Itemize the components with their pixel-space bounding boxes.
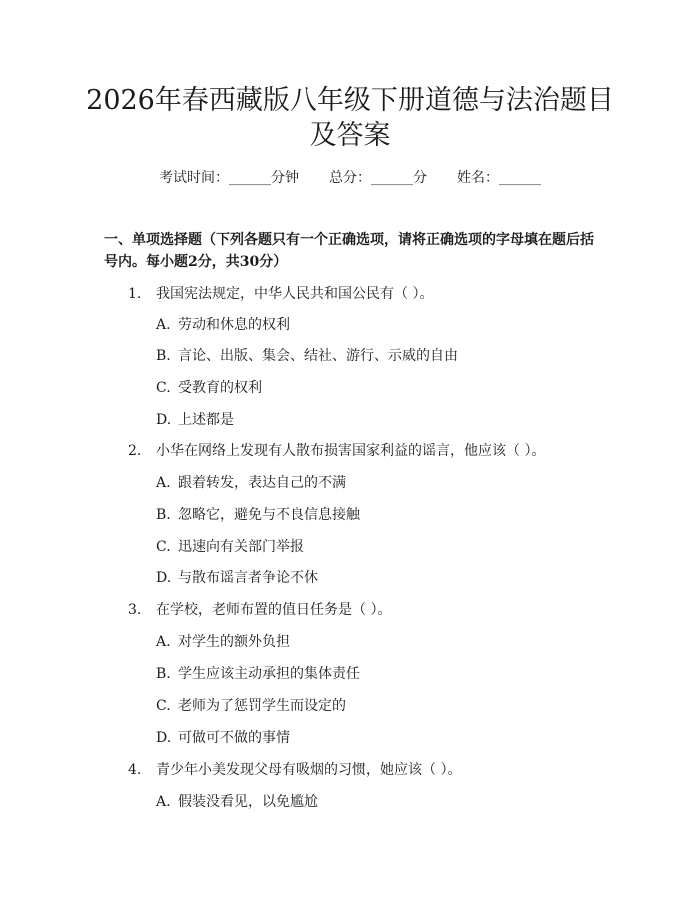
option-text: 迅速向有关部门举报 [178, 539, 304, 555]
option-text: 跟着转发，表达自己的不满 [178, 475, 346, 491]
option-text: 可做可不做的事情 [178, 730, 290, 746]
question-2 [128, 440, 545, 460]
student-name-field: 姓名：______ [457, 170, 541, 186]
option-label: B. [156, 666, 171, 682]
option-3c [156, 695, 346, 715]
option-2d [156, 567, 318, 587]
option-label: C. [156, 380, 171, 396]
exam-meta [0, 167, 700, 187]
option-text: 受教育的权利 [178, 380, 262, 396]
option-3a [156, 631, 290, 651]
option-label: C. [156, 698, 171, 714]
option-3b [156, 663, 360, 683]
option-1c [156, 377, 262, 397]
option-label: B. [156, 507, 171, 523]
option-2c [156, 536, 304, 556]
option-label: A. [156, 475, 171, 491]
option-label: D. [156, 570, 172, 586]
option-1b [156, 345, 458, 365]
option-3d [156, 727, 290, 747]
option-4a [156, 791, 318, 811]
question-text: 在学校，老师布置的值日任务是（ ）。 [156, 602, 392, 618]
question-text: 我国宪法规定，中华人民共和国公民有（ ）。 [156, 286, 434, 302]
section-heading: 一、单项选择题（下列各题只有一个正确选项，请将正确选项的字母填在题后括号内。每小题2分，共30分） [104, 232, 594, 270]
option-label: B. [156, 348, 171, 364]
option-2b [156, 504, 360, 524]
question-text: 青少年小美发现父母有吸烟的习惯，她应该（ ）。 [156, 762, 462, 778]
option-label: A. [156, 794, 171, 810]
question-number: 3. [128, 602, 142, 618]
exam-time-field: 考试时间：______分钟 [159, 170, 299, 186]
question-number: 1. [128, 286, 142, 302]
option-1d [156, 409, 234, 429]
option-text: 言论、出版、集会、结社、游行、示威的自由 [178, 348, 458, 364]
option-label: D. [156, 730, 172, 746]
option-text: 假装没看见，以免尴尬 [178, 794, 318, 810]
question-3 [128, 599, 391, 619]
option-2a [156, 472, 346, 492]
question-4 [128, 759, 461, 779]
option-text: 劳动和休息的权利 [178, 317, 290, 333]
option-text: 对学生的额外负担 [178, 634, 290, 650]
question-text: 小华在网络上发现有人散布损害国家利益的谣言，他应该（ ）。 [156, 443, 546, 459]
page-title-continued: 及答案 [309, 120, 391, 151]
page-title: 2026年春西藏版八年级下册道德与法治题目 [86, 85, 614, 116]
option-text: 学生应该主动承担的集体责任 [178, 666, 360, 682]
question-number: 2. [128, 443, 142, 459]
option-text: 忽略它，避免与不良信息接触 [178, 507, 360, 523]
option-label: A. [156, 317, 171, 333]
question-1 [128, 283, 433, 303]
option-text: 与散布谣言者争论不休 [178, 570, 318, 586]
option-text: 老师为了惩罚学生而设定的 [178, 698, 346, 714]
option-text: 上述都是 [178, 412, 234, 428]
option-label: C. [156, 539, 171, 555]
option-1a [156, 314, 290, 334]
question-number: 4. [128, 762, 142, 778]
total-score-field: 总分：______分 [329, 170, 427, 186]
option-label: A. [156, 634, 171, 650]
option-label: D. [156, 412, 172, 428]
